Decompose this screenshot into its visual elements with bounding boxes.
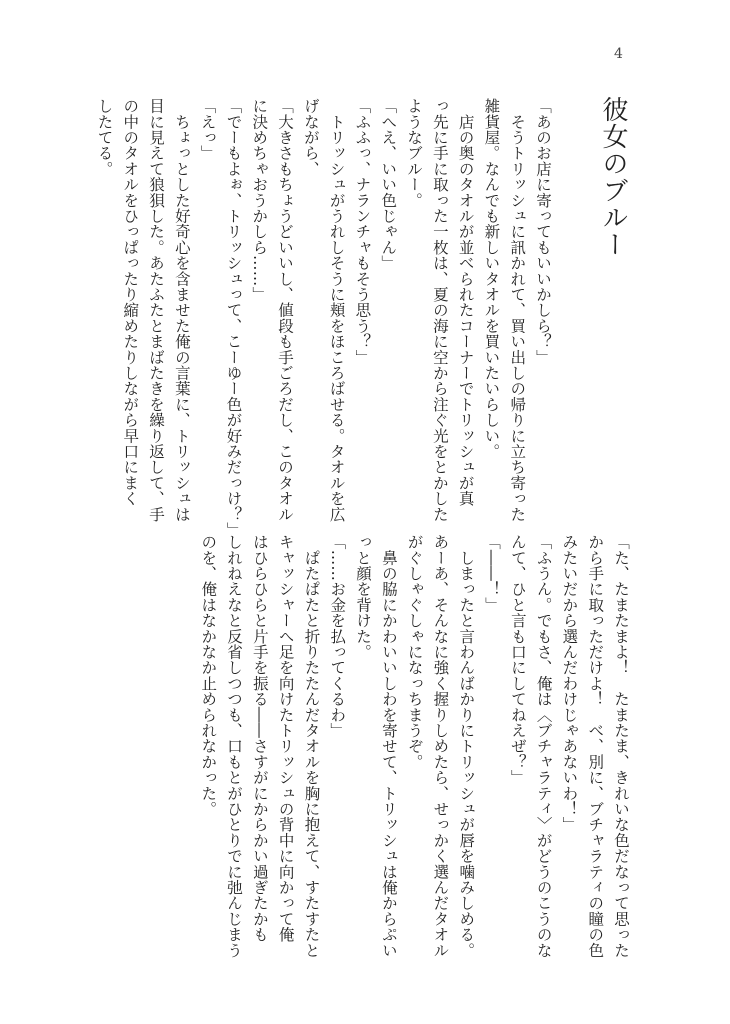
text-line: はひらひらと片手を振る――さすがにからかい過ぎたかも [250,534,269,943]
text-line: 「えっ」 [198,98,217,161]
text-line: しれねえなと反省しつつも、口もとがひとりでに弛んじまう [225,534,244,958]
upper-text-block [95,98,555,538]
text-line: 鼻の脇にかわいいしわを寄せて、トリッシュは俺からぷい [379,534,398,958]
text-line: キャッシャーへ足を向けたトリッシュの背中に向かって俺 [276,534,295,943]
text-line: から手に取っただけよ！ べ、別に、ブチャラティの瞳の色 [586,534,605,958]
text-line: 「ふふっ、ナランチャもそう思う？」 [353,98,372,365]
lower-text-block [193,534,633,958]
text-line: っ先に手に取った一枚は、夏の海に空から注ぐ光をとかした [430,98,449,522]
text-line: っと顔を背けた。 [354,534,373,660]
text-line: あーあ、そんなに強く握りしめたら、せっかく選んだタオル [431,534,450,958]
text-line: 「た、たまたまよ！ たまたま、きれいな色だなって思った [612,534,630,958]
text-line: げながら、 [301,98,320,177]
text-line: がぐしゃぐしゃになっちまうぞ。 [405,534,424,770]
text-line: ぱたぱたと折りたたんだタオルを胸に抱えて、すたすたと [302,534,321,958]
text-line: んて、ひと言も口にしてねえぜ？」 [508,534,527,786]
text-line: 店の奥のタオルが並べられたコーナーでトリッシュが真 [456,98,475,507]
text-line: のを、俺はなかなか止められなかった。 [199,534,218,817]
text-line: の中のタオルをひっぱったり縮めたりしながら早口にまく [121,98,140,507]
text-line: したてる。 [95,98,114,177]
text-line: 「あのお店に寄ってもいいかしら？」 [534,98,552,365]
text-line: に決めちゃおうかしら……」 [250,98,269,303]
page-number: 4 [614,46,623,62]
text-line: しまったと言わんばかりにトリッシュが唇を噛みしめる。 [457,534,476,958]
text-line: 「大きさもちょうどいいし、値段も手ごろだし、このタオル [276,98,295,522]
text-line: 目に見えて狼狽した。あたふたとまばたきを繰り返して、手 [147,98,166,522]
text-line: そうトリッシュに訊かれて、買い出しの帰りに立ち寄った [508,98,527,522]
text-line: トリッシュがうれしそうに頬をほころばせる。タオルを広 [327,98,346,522]
chapter-title: 彼女のブルー [598,96,628,258]
text-line: 雑貨屋。なんでも新しいタオルを買いたいらしい。 [482,98,501,460]
text-line: 「ふうん。でもさ、俺は〈ブチャラティ〉がどうのこうのな [534,534,553,958]
text-line: 「へえ、いい色じゃん」 [379,98,398,271]
text-line: 「――！」 [483,534,502,613]
text-line: 「でーもよぉ、トリッシュって、こーゆー色が好みだっけ？」 [224,98,243,538]
text-line: ようなブルー。 [405,98,424,208]
text-line: 「……お金を払ってくるわ」 [328,534,347,739]
text-line: みたいだから選んだわけじゃあないわ！」 [560,534,579,833]
text-line: ちょっとした好奇心を含ませた俺の言葉に、トリッシュは [172,98,191,522]
